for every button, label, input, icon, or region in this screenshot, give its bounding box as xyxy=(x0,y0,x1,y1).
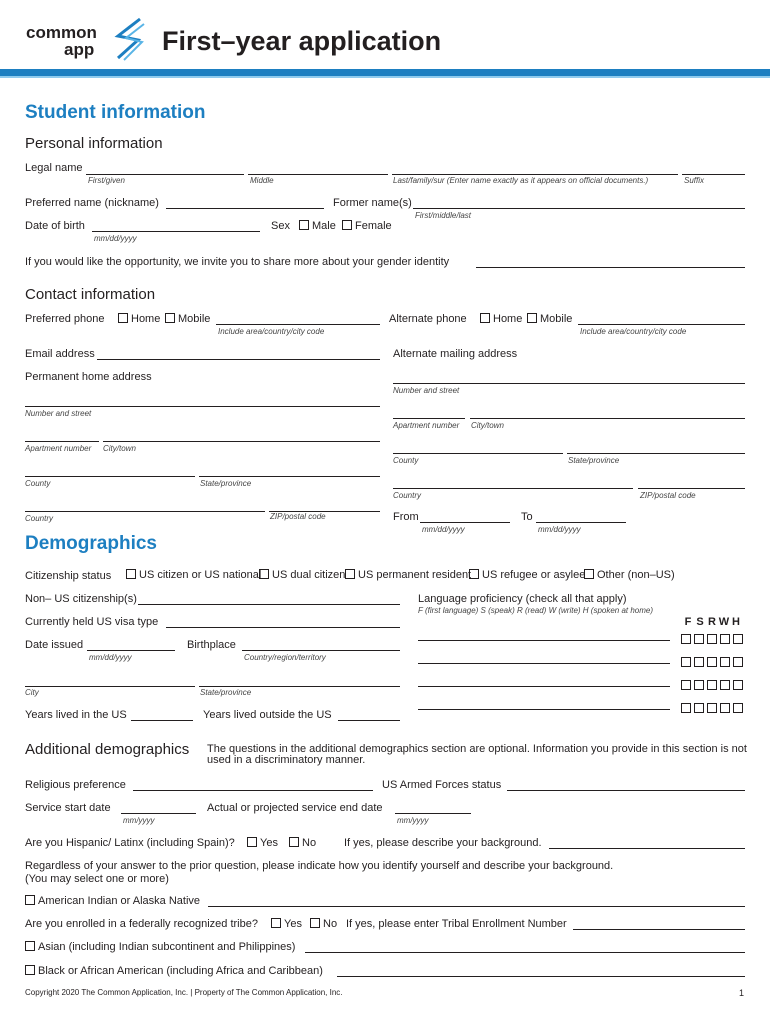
date-issued-label: Date issued xyxy=(25,639,84,651)
checkbox-icon[interactable] xyxy=(707,703,717,713)
checkbox-icon[interactable] xyxy=(247,837,257,847)
language-fsrwh-header xyxy=(682,616,742,628)
suffix-caption: Suffix xyxy=(684,176,705,185)
alt-country-field[interactable] xyxy=(393,488,633,489)
sex-female-option[interactable] xyxy=(342,220,392,232)
preferred-phone-field[interactable] xyxy=(216,324,380,325)
hispanic-yes-option[interactable] xyxy=(247,837,278,849)
first-caption: First/given xyxy=(88,176,125,185)
birthplace-city-caption: City xyxy=(25,688,39,697)
asian-option[interactable] xyxy=(25,941,295,953)
checkbox-icon[interactable] xyxy=(694,634,704,644)
option-label: US permanent resident xyxy=(358,569,472,581)
checkbox-icon[interactable] xyxy=(720,634,730,644)
checkbox-icon[interactable] xyxy=(707,657,717,667)
service-start-field[interactable] xyxy=(121,813,196,814)
alt-mailing-label: Alternate mailing address xyxy=(393,348,518,360)
asian-label: Asian (including Indian subcontinent and Philippines) xyxy=(38,941,296,953)
checkbox-icon[interactable] xyxy=(118,313,128,323)
option-label: US refugee or asylee xyxy=(482,569,586,581)
preferred-phone-mobile-option[interactable] xyxy=(165,313,210,325)
home-city-caption: City/town xyxy=(103,444,136,453)
home-state-field[interactable] xyxy=(199,476,380,477)
middle-name-field[interactable] xyxy=(248,174,388,175)
col-w: W xyxy=(718,616,730,628)
from-caption: mm/dd/yyyy xyxy=(422,525,465,534)
checkbox-icon[interactable] xyxy=(25,941,35,951)
from-label: From xyxy=(393,511,419,523)
black-option[interactable] xyxy=(25,965,323,977)
page-number: 1 xyxy=(739,988,745,998)
home-zip-caption: ZIP/postal code xyxy=(270,512,326,521)
alt-city-field[interactable] xyxy=(470,418,745,419)
section-student-information: Student information xyxy=(25,102,206,123)
hispanic-describe-field[interactable] xyxy=(549,848,745,849)
last-name-field[interactable] xyxy=(392,174,678,175)
language-field-3[interactable] xyxy=(418,686,670,687)
citizenship-option-us-citizen[interactable] xyxy=(126,569,261,581)
checkbox-icon[interactable] xyxy=(126,569,136,579)
subsection-additional-demographics: Additional demographics xyxy=(25,741,190,758)
black-label: Black or African American (including Africa and Caribbean) xyxy=(38,965,323,977)
checkbox-icon[interactable] xyxy=(310,918,320,928)
checkbox-icon[interactable] xyxy=(681,703,691,713)
home-street-caption: Number and street xyxy=(25,409,92,418)
language-field-1[interactable] xyxy=(418,640,670,641)
citizenship-option-other[interactable] xyxy=(584,569,675,581)
birthplace-state-caption: State/province xyxy=(200,688,252,697)
male-label: Male xyxy=(312,220,336,232)
alt-state-field[interactable] xyxy=(567,453,745,454)
alt-county-caption: County xyxy=(393,456,419,465)
dob-field[interactable] xyxy=(92,231,260,232)
suffix-field[interactable] xyxy=(682,174,745,175)
preferred-phone-label: Preferred phone xyxy=(25,313,105,325)
header-bar-light xyxy=(0,76,770,78)
hispanic-label: Are you Hispanic/ Latinx (including Spain)? xyxy=(25,837,235,849)
alt-state-caption: State/province xyxy=(568,456,620,465)
to-label: To xyxy=(521,511,533,523)
col-r: R xyxy=(708,616,716,628)
to-caption: mm/dd/yyyy xyxy=(538,525,581,534)
no-label: No xyxy=(323,918,338,930)
checkbox-icon[interactable] xyxy=(681,657,691,667)
alt-country-caption: Country xyxy=(393,491,422,500)
service-end-caption: mm/yyyy xyxy=(397,816,429,825)
tribe-no-option[interactable] xyxy=(310,918,337,930)
checkbox-icon[interactable] xyxy=(694,680,704,690)
birthplace-label: Birthplace xyxy=(187,639,236,651)
service-start-label: Service start date xyxy=(25,802,111,814)
footer-copyright: Copyright 2020 The Common Application, Inc. | Property of The Common Application, Inc. xyxy=(25,988,343,997)
home-label: Home xyxy=(131,313,161,325)
language-checkboxes-1[interactable] xyxy=(681,630,746,648)
birthplace-country-field[interactable] xyxy=(242,650,400,651)
language-field-2[interactable] xyxy=(418,663,670,664)
alt-apartment-field[interactable] xyxy=(393,418,465,419)
checkbox-icon[interactable] xyxy=(694,657,704,667)
visa-type-field[interactable] xyxy=(166,627,400,628)
years-us-field[interactable] xyxy=(131,720,193,721)
armed-forces-label: US Armed Forces status xyxy=(382,779,502,791)
home-apartment-caption: Apartment number xyxy=(25,444,92,453)
subsection-personal-information: Personal information xyxy=(25,135,163,152)
service-end-field[interactable] xyxy=(395,813,471,814)
years-outside-field[interactable] xyxy=(338,720,400,721)
service-start-caption: mm/yyyy xyxy=(123,816,155,825)
alt-street-caption: Number and street xyxy=(393,386,460,395)
yes-label: Yes xyxy=(284,918,302,930)
section-demographics: Demographics xyxy=(25,533,157,554)
to-date-field[interactable] xyxy=(536,522,626,523)
checkbox-icon[interactable] xyxy=(720,680,730,690)
citizenship-option-permanent-resident[interactable] xyxy=(345,569,471,581)
checkbox-icon[interactable] xyxy=(584,569,594,579)
email-field[interactable] xyxy=(97,359,380,360)
alt-apartment-caption: Apartment number xyxy=(393,421,460,430)
logo-line1: common xyxy=(26,23,97,42)
checkbox-icon[interactable] xyxy=(527,313,537,323)
home-country-caption: Country xyxy=(25,514,54,523)
date-issued-field[interactable] xyxy=(87,650,175,651)
non-us-citizenship-label: Non– US citizenship(s) xyxy=(25,593,137,605)
religious-label: Religious preference xyxy=(25,779,126,791)
checkbox-icon[interactable] xyxy=(694,703,704,713)
gender-identity-label: If you would like the opportunity, we invite you to share more about your gender identity xyxy=(25,256,450,268)
religious-field[interactable] xyxy=(133,790,373,791)
tribe-yes-option[interactable] xyxy=(271,918,302,930)
language-checkboxes-3[interactable] xyxy=(681,676,746,694)
option-label: Other (non–US) xyxy=(597,569,675,581)
sex-label: Sex xyxy=(271,220,290,232)
logo xyxy=(26,24,97,58)
checkbox-icon[interactable] xyxy=(733,657,743,667)
additional-note: The questions in the additional demographics section are optional. Information you provide in this section is not used in a discriminatory manner. xyxy=(207,743,747,766)
former-names-label: Former name(s) xyxy=(333,197,412,209)
dob-caption: mm/dd/yyyy xyxy=(94,234,137,243)
first-name-field[interactable] xyxy=(86,174,244,175)
language-checkboxes-4[interactable] xyxy=(681,699,746,717)
date-issued-caption: mm/dd/yyyy xyxy=(89,653,132,662)
citizenship-status-label: Citizenship status xyxy=(25,570,112,582)
language-field-4[interactable] xyxy=(418,709,670,710)
home-street-field[interactable] xyxy=(25,406,380,407)
checkbox-icon[interactable] xyxy=(733,634,743,644)
permanent-home-label: Permanent home address xyxy=(25,371,152,383)
from-date-field[interactable] xyxy=(420,522,510,523)
years-outside-label: Years lived outside the US xyxy=(203,709,332,721)
page-title: First–year application xyxy=(162,26,442,56)
col-h: H xyxy=(732,616,740,628)
visa-type-label: Currently held US visa type xyxy=(25,616,159,628)
alternate-phone-field[interactable] xyxy=(578,324,745,325)
home-state-caption: State/province xyxy=(200,479,252,488)
yes-label: Yes xyxy=(260,837,278,849)
hispanic-describe-label: If yes, please describe your background. xyxy=(344,837,542,849)
tribe-number-field[interactable] xyxy=(573,929,745,930)
home-county-caption: County xyxy=(25,479,51,488)
female-label: Female xyxy=(355,220,392,232)
alt-county-field[interactable] xyxy=(393,453,563,454)
alternate-phone-mobile-option[interactable] xyxy=(527,313,572,325)
option-label: US dual citizen xyxy=(272,569,346,581)
american-indian-field[interactable] xyxy=(208,906,745,907)
home-country-field[interactable] xyxy=(25,511,265,512)
checkbox-icon[interactable] xyxy=(299,220,309,230)
home-label: Home xyxy=(493,313,523,325)
preferred-name-label: Preferred name (nickname) xyxy=(25,197,159,209)
alternate-phone-home-option[interactable] xyxy=(480,313,522,325)
birthplace-state-field[interactable] xyxy=(199,686,400,687)
header-bar xyxy=(0,69,770,76)
select-one-label: (You may select one or more) xyxy=(25,873,169,885)
citizenship-option-dual[interactable] xyxy=(259,569,345,581)
birthplace-caption: Country/region/territory xyxy=(244,653,326,662)
alt-phone-caption: Include area/country/city code xyxy=(580,327,687,336)
home-apartment-field[interactable] xyxy=(25,441,99,442)
checkbox-icon[interactable] xyxy=(345,569,355,579)
former-caption: First/middle/last xyxy=(415,211,472,220)
mobile-label: Mobile xyxy=(178,313,211,325)
gender-identity-field[interactable] xyxy=(476,267,745,268)
language-caption: F (first language) S (speak) R (read) W (write) H (spoken at home) xyxy=(418,606,654,615)
american-indian-option[interactable] xyxy=(25,895,200,907)
checkbox-icon[interactable] xyxy=(681,680,691,690)
alt-zip-field[interactable] xyxy=(638,488,745,489)
tribe-label: Are you enrolled in a federally recognized tribe? xyxy=(25,918,258,930)
home-city-field[interactable] xyxy=(103,441,380,442)
language-checkboxes-2[interactable] xyxy=(681,653,746,671)
email-label: Email address xyxy=(25,348,95,360)
sex-male-option[interactable] xyxy=(299,220,336,232)
tribe-number-label: If yes, please enter Tribal Enrollment Number xyxy=(346,918,567,930)
alt-street-field[interactable] xyxy=(393,383,745,384)
non-us-citizenship-field[interactable] xyxy=(138,604,400,605)
american-indian-label: American Indian or Alaska Native xyxy=(38,895,201,907)
mobile-label: Mobile xyxy=(540,313,573,325)
checkbox-icon[interactable] xyxy=(342,220,352,230)
checkbox-icon[interactable] xyxy=(289,837,299,847)
checkbox-icon[interactable] xyxy=(259,569,269,579)
legal-name-label: Legal name xyxy=(25,162,83,174)
preferred-name-field[interactable] xyxy=(166,208,324,209)
checkbox-icon[interactable] xyxy=(733,680,743,690)
option-label: US citizen or US national xyxy=(139,569,262,581)
years-us-label: Years lived in the US xyxy=(25,709,127,721)
black-field[interactable] xyxy=(337,976,745,977)
phone-caption: Include area/country/city code xyxy=(218,327,325,336)
armed-forces-field[interactable] xyxy=(507,790,745,791)
checkbox-icon[interactable] xyxy=(165,313,175,323)
checkbox-icon[interactable] xyxy=(271,918,281,928)
no-label: No xyxy=(302,837,317,849)
checkbox-icon[interactable] xyxy=(720,657,730,667)
checkbox-icon[interactable] xyxy=(480,313,490,323)
service-end-label: Actual or projected service end date xyxy=(207,802,383,814)
birthplace-city-field[interactable] xyxy=(25,686,195,687)
checkbox-icon[interactable] xyxy=(681,634,691,644)
checkbox-icon[interactable] xyxy=(469,569,479,579)
checkbox-icon[interactable] xyxy=(733,703,743,713)
alt-city-caption: City/town xyxy=(471,421,504,430)
asian-field[interactable] xyxy=(305,952,745,953)
alt-zip-caption: ZIP/postal code xyxy=(640,491,696,500)
checkbox-icon[interactable] xyxy=(25,965,35,975)
former-names-field[interactable] xyxy=(413,208,745,209)
alternate-phone-label: Alternate phone xyxy=(389,313,467,325)
checkbox-icon[interactable] xyxy=(707,634,717,644)
checkbox-icon[interactable] xyxy=(720,703,730,713)
checkbox-icon[interactable] xyxy=(707,680,717,690)
dob-label: Date of birth xyxy=(25,220,85,232)
logo-mark-icon xyxy=(110,16,146,62)
col-f: F xyxy=(684,616,692,628)
preferred-phone-home-option[interactable] xyxy=(118,313,160,325)
col-s: S xyxy=(696,616,704,628)
logo-line2: app xyxy=(64,40,95,59)
regardless-label: Regardless of your answer to the prior question, please indicate how you identify yourself and describe your background. xyxy=(25,860,614,872)
hispanic-no-option[interactable] xyxy=(289,837,316,849)
last-caption: Last/family/sur (Enter name exactly as it appears on official documents.) xyxy=(393,176,649,185)
subsection-contact-information: Contact information xyxy=(25,286,156,303)
citizenship-option-refugee[interactable] xyxy=(469,569,585,581)
home-county-field[interactable] xyxy=(25,476,195,477)
language-proficiency-label: Language proficiency (check all that apply) xyxy=(418,593,627,605)
checkbox-icon[interactable] xyxy=(25,895,35,905)
middle-caption: Middle xyxy=(250,176,274,185)
